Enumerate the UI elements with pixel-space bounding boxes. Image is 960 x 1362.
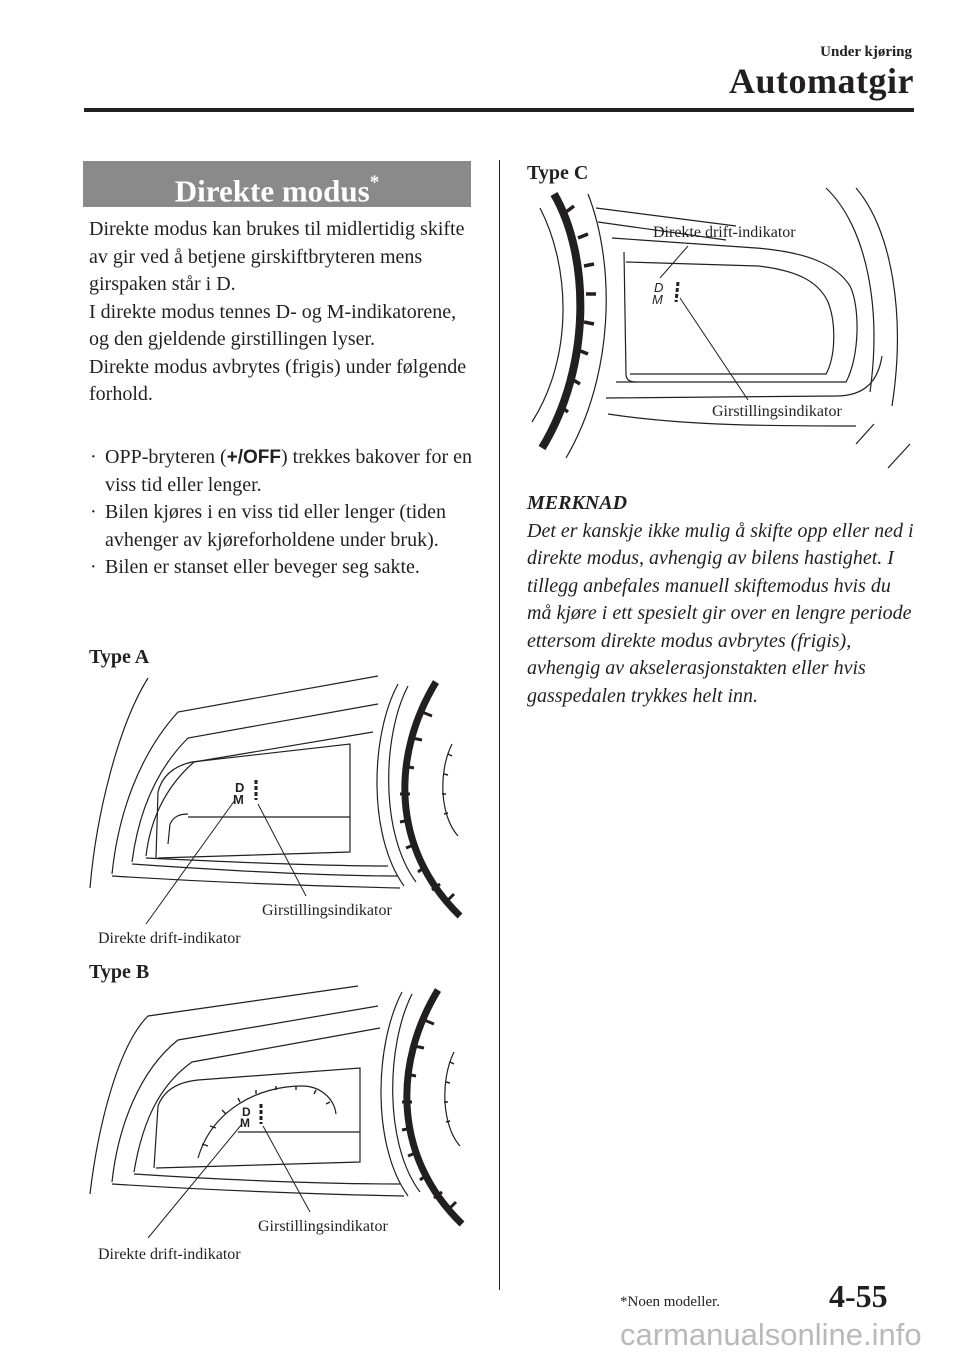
type-b-label: Type B — [89, 961, 150, 983]
type-c-direct-drive-label: Direkte drift-indikator — [653, 224, 796, 241]
column-divider — [499, 160, 500, 1290]
paragraph-3: Direkte modus avbrytes (frigis) under følgende forhold. — [89, 355, 467, 405]
bullet-2-text: Bilen kjøres i en viss tid eller lenger (tiden avhenger av kjøreforholdene under bruk). — [105, 501, 447, 551]
bullet-1-text-after: ) trekkes bakover for en viss tid eller lenger. — [105, 446, 473, 496]
plus-off-symbol: +/OFF — [226, 447, 282, 468]
bullet-mark: · — [90, 501, 97, 523]
bullet-mark: · — [90, 446, 97, 468]
header-rule — [84, 108, 914, 112]
note-text: Det er kanskje ikke mulig å skifte opp eller ned i direkte modus, avhengig av bilens hastighet. I tillegg anbefales manuell skiftemodus hvis du må kjøre i ett spesielt gir over en lengre periode ettersom direkte modus avbrytes (frigis), avhengig av akselerasjonstakten eller hvis gasspedalen trykkes helt inn. — [527, 519, 914, 707]
type-c-gear-position-label: Girstillingsindikator — [712, 403, 842, 420]
condition-list — [89, 444, 479, 582]
type-b-cluster-illustration — [88, 986, 468, 1236]
note-block — [527, 490, 917, 710]
bullet-1-text-before: OPP-bryteren ( — [105, 446, 227, 468]
type-c-m-indicator: M — [652, 292, 663, 307]
type-a-direct-drive-label: Direkte drift-indikator — [98, 930, 241, 947]
header-section-label: Under kjøring — [820, 44, 912, 60]
page-number: 4-55 — [829, 1278, 888, 1314]
type-a-label: Type A — [89, 646, 150, 668]
type-a-m-indicator: M — [233, 792, 244, 807]
footnote: *Noen modeller. — [620, 1294, 720, 1310]
section-heading-text: Direkte modus — [174, 173, 370, 209]
type-a-cluster-illustration — [88, 676, 468, 926]
paragraph-2: I direkte modus tennes D- og M-indikatorene, og den gjeldende girstillingen lyser. — [89, 300, 457, 350]
list-item — [89, 554, 479, 582]
bullet-3-text: Bilen er stanset eller beveger seg sakte. — [105, 556, 420, 578]
list-item — [89, 499, 479, 554]
section-heading-asterisk: * — [369, 172, 380, 193]
type-b-d-indicator: D — [242, 1105, 251, 1119]
type-c-d-indicator: D — [654, 280, 664, 295]
type-b-m-indicator: M — [240, 1116, 250, 1130]
type-a-gear-position-label: Girstillingsindikator — [262, 902, 392, 919]
type-b-direct-drive-label: Direkte drift-indikator — [98, 1246, 241, 1263]
list-item — [89, 444, 479, 499]
watermark: carmanualsonline.info — [620, 1317, 922, 1352]
header-chapter-title: Automatgir — [729, 61, 914, 101]
bullet-mark: · — [90, 556, 97, 578]
type-b-gear-position-label: Girstillingsindikator — [258, 1218, 388, 1235]
type-a-d-indicator: D — [235, 780, 245, 795]
body-text — [89, 216, 479, 409]
section-heading — [83, 161, 471, 207]
note-heading: MERKNAD — [527, 492, 628, 514]
type-c-label: Type C — [527, 162, 589, 184]
paragraph-1: Direkte modus kan brukes til midlertidig skifte av gir ved å betjene girskiftbryteren mens girspaken står i D. — [89, 218, 465, 295]
